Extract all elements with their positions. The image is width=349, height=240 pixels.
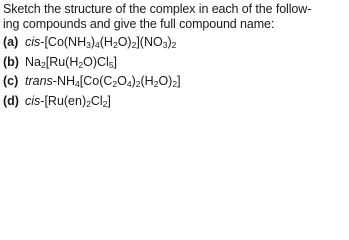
parts-list [3,35,346,113]
isomer-prefix: trans [25,74,53,88]
formula-text: ] [107,93,111,108]
part-d [3,94,346,114]
formula-subscript: 2 [153,79,159,89]
formula-text: -[Co(NH [40,35,87,49]
formula-text: O) [117,35,132,49]
formula-text: O) [158,74,173,88]
formula-text: -NH [52,74,76,88]
formula-subscript: 2 [131,40,137,50]
formula-text: Cl [90,93,103,108]
formula-text: [Co(C [79,74,113,88]
formula-subscript: 2 [78,59,84,70]
formula-text: (H [99,35,113,49]
part-c [3,74,346,94]
formula-text: -[Ru(en) [40,93,87,108]
formula-subscript: 2 [112,40,118,50]
formula-text: ) [167,35,172,49]
formula-text: O [117,74,127,88]
formula-text: O)Cl [83,54,109,69]
formula-subscript: 2 [102,98,108,109]
isomer-prefix: cis [25,93,41,108]
formula [25,35,176,49]
formula-subscript: 2 [40,59,46,70]
formula [25,74,181,88]
formula-text: ) [131,74,136,88]
formula-subscript: 2 [172,79,178,89]
problem-prompt [3,2,346,32]
part-label: (c) [3,74,19,88]
part-label: (b) [3,54,19,69]
problem-block [3,2,346,113]
formula-subscript: 4 [75,79,80,89]
formula-text: ) [90,35,96,49]
formula-text: ] [177,74,181,88]
formula-subscript: 2 [86,98,91,109]
part-label: (d) [3,93,19,108]
formula-subscript: 4 [95,40,100,50]
part-label: (a) [3,35,19,49]
formula-subscript: 3 [86,40,91,50]
formula-subscript: 5 [108,59,114,70]
formula [25,55,117,69]
formula-subscript: 2 [135,79,141,89]
formula-text: [Ru(H [45,54,79,69]
formula-subscript: 2 [171,40,177,50]
formula-subscript: 2 [112,79,118,89]
formula-subscript: 3 [162,40,168,50]
prompt-line-1: Sketch the structure of the complex in each of the follow- [3,2,312,16]
formula [25,94,111,108]
formula-text: (H [140,74,154,88]
part-b [3,55,346,75]
formula-text: ] [113,54,118,69]
prompt-line-2: ing compounds and give the full compound name: [3,17,275,31]
part-a [3,35,346,55]
formula-text: ](NO [136,35,163,49]
formula-subscript: 4 [126,79,132,89]
formula-text: Na [25,54,41,69]
isomer-prefix: cis [25,35,41,49]
